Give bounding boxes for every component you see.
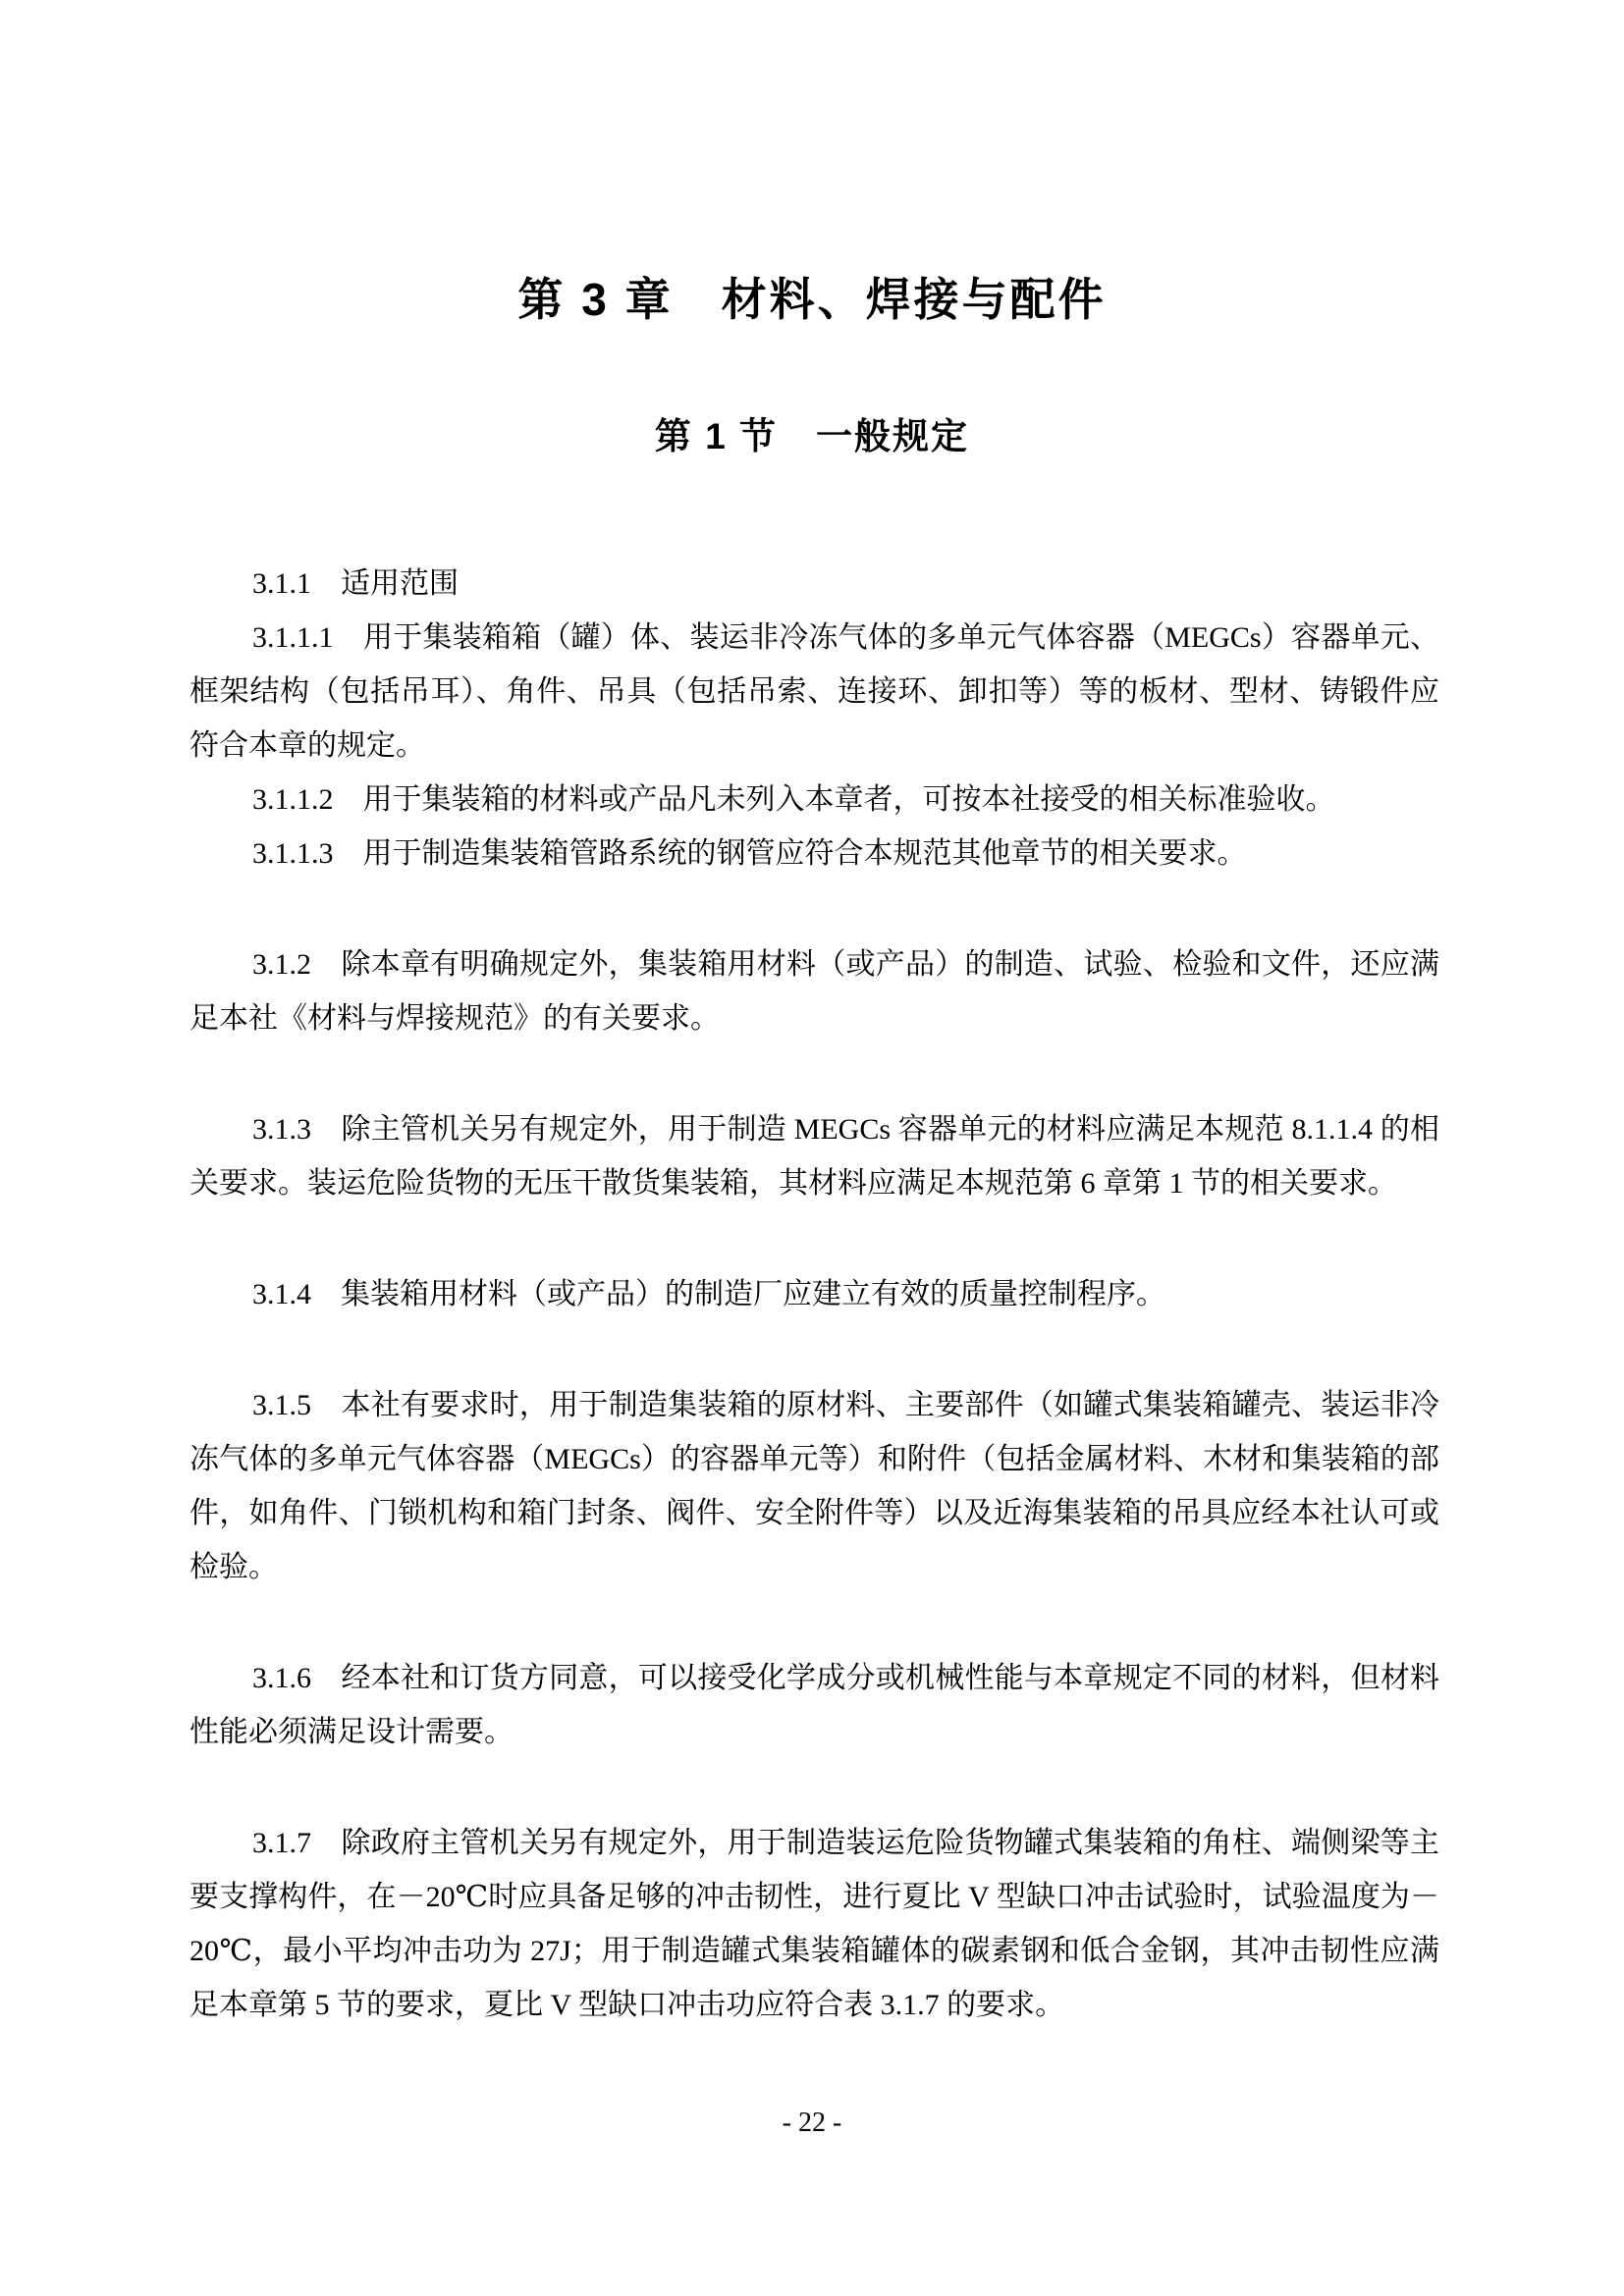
clause-group-3-1-2 bbox=[189, 937, 1439, 1045]
para-3-1-1-3: 3.1.1.3 用于制造集装箱管路系统的钢管应符合本规范其他章节的相关要求。 bbox=[252, 837, 1247, 870]
para-3-1-1-2: 3.1.1.2 用于集装箱的材料或产品凡未列入本章者，可按本社接受的相关标准验收。 bbox=[252, 783, 1335, 816]
page-number: - 22 - bbox=[782, 2108, 842, 2138]
chapter-title: 第 3 章 材料、焊接与配件 bbox=[517, 274, 1107, 325]
para-3-1-1: 3.1.1 适用范围 bbox=[252, 567, 459, 600]
para-3-1-3: 3.1.3 除主管机关另有规定外，用于制造 MEGCs 容器单元的材料应满足本规范 8.1.1.4 的相关要求。装运危险货物的无压干散货集装箱，其材料应满足本规范第 6 章第 1 节的相关要求。 bbox=[189, 1113, 1439, 1200]
para-3-1-6: 3.1.6 经本社和订货方同意，可以接受化学成分或机械性能与本章规定不同的材料，但材料性能必须满足设计需要。 bbox=[189, 1662, 1439, 1748]
section-title: 第 1 节 一般规定 bbox=[654, 416, 970, 456]
para-3-1-4: 3.1.4 集装箱用材料（或产品）的制造厂应建立有效的质量控制程序。 bbox=[252, 1278, 1165, 1310]
clause-group-3-1-5 bbox=[189, 1378, 1439, 1594]
clause-group-3-1-1 bbox=[189, 557, 1439, 881]
clause-group-3-1-4 bbox=[189, 1267, 1439, 1321]
para-3-1-2: 3.1.2 除本章有明确规定外，集装箱用材料（或产品）的制造、试验、检验和文件，还应满足本社《材料与焊接规范》的有关要求。 bbox=[189, 948, 1439, 1035]
clause-group-3-1-7 bbox=[189, 1816, 1439, 2032]
para-3-1-7: 3.1.7 除政府主管机关另有规定外，用于制造装运危险货物罐式集装箱的角柱、端侧梁等主要支撑构件，在－20℃时应具备足够的冲击韧性，进行夏比 V 型缺口冲击试验时，试验温度为－20℃，最小平均冲击功为 27J；用于制造罐式集装箱罐体的碳素钢和低合金钢，其冲击韧性应满足本章第 5 节的要求，夏比 V 型缺口冲击功应符合表 3.1.7 的要求。 bbox=[189, 1827, 1439, 2021]
clause-group-3-1-3 bbox=[189, 1102, 1439, 1210]
para-3-1-1-1: 3.1.1.1 用于集装箱箱（罐）体、装运非冷冻气体的多单元气体容器（MEGCs）容器单元、框架结构（包括吊耳）、角件、吊具（包括吊索、连接环、卸扣等）等的板材、型材、铸锻件应符合本章的规定。 bbox=[189, 621, 1439, 762]
document-body bbox=[189, 557, 1439, 2032]
para-3-1-5: 3.1.5 本社有要求时，用于制造集装箱的原材料、主要部件（如罐式集装箱罐壳、装运非冷冻气体的多单元气体容器（MEGCs）的容器单元等）和附件（包括金属材料、木材和集装箱的部件，如角件、门锁机构和箱门封条、阀件、安全附件等）以及近海集装箱的吊具应经本社认可或检验。 bbox=[189, 1389, 1439, 1583]
clause-group-3-1-6 bbox=[189, 1651, 1439, 1759]
